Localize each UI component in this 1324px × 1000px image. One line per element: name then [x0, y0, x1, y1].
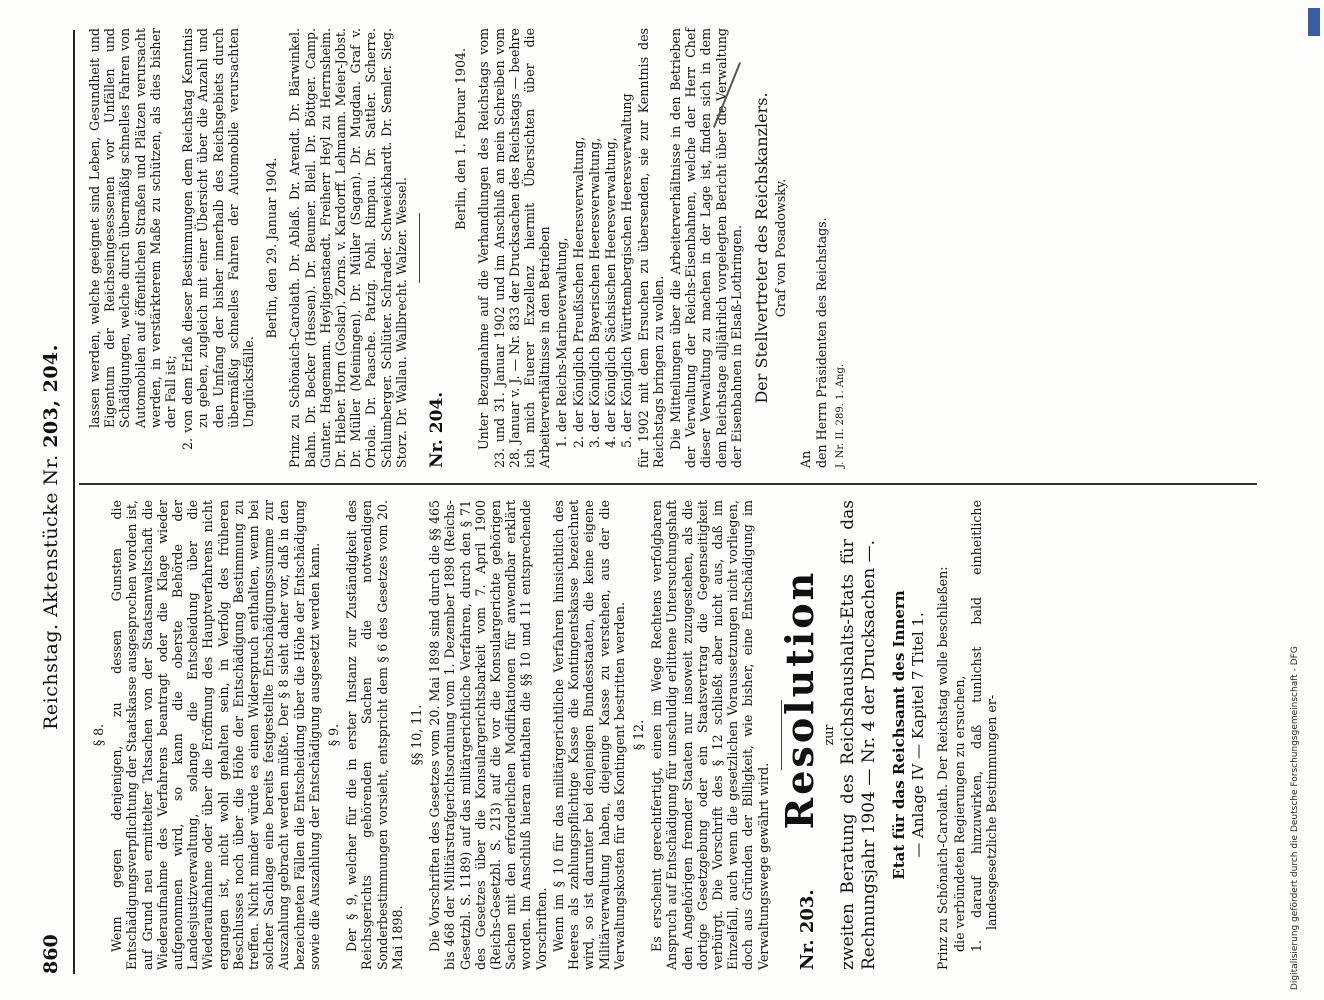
reference-number: J. Nr. II. 289. 1. Ang.: [834, 363, 846, 468]
page-number: 860: [40, 934, 63, 974]
address-an: An: [798, 450, 814, 468]
header-rule: [73, 30, 75, 974]
header-title: Reichstag. Aktenstücke Nr. 203, 204.: [40, 344, 63, 730]
right-column: [87, 28, 850, 468]
section-10-text: Die Vorschriften des Gesetzes vom 20. Mai 1898 sind durch die §§ 465 bis 468 der Militärstrafgerichtsordnung vom 1. Dezember 1898 (Reichs-Gesetzbl. S. 1189) auf das militärgerichtliche Verfahren, durch den § 71 des Gesetzes über die Konsulargerichtsbarkeit vom 7. April 1900 (Reichs-Gesetzbl. S. 213) auf die vor die Konsulargerichte gehörigen Sachen mit den erforderlichen Modifikationen für anwendbar erklärt worden. Im Anschluß hieran enthalten die §§ 10 und 11 entsprechende Vorschriften.: [427, 500, 549, 970]
column-divider: [79, 484, 1257, 486]
section-12-text: Es erscheint gerechtfertigt, einen im Wege Rechtens verfolgbaren Anspruch auf Entschädigung für unschuldig erlittene Untersuchungshaft den Angehörigen fremder Staaten nur insoweit zuzugestehen, als die dortige Gesetzgebung oder ein Staatsvertrag die Gegenseitigkeit verbürgt. Die Vorschrift des § 12 schließt aber nicht aus, daß im Einzelfall, auch wenn die gesetzlichen Voraussetzungen nicht vorliegen, doch aus Gründen der Billigkeit, wie bisher, eine Entschädigung im Verwaltungswege gewährt wird.: [649, 500, 771, 970]
divider: [419, 213, 420, 283]
signature-title: Der Stellvertreter des Reichskanzlers.: [751, 92, 771, 404]
document-page: [27, 0, 1297, 1000]
section-8-title: § 8.: [91, 723, 106, 747]
motion-item-1: 1. darauf hinzuwirken, daß tunlichst bald einheitliche landesgesetzliche Bestimmungen er-: [968, 500, 1000, 952]
admin-list-item-3: 3. der Königlich Bayerischen Heeresverwaltung,: [586, 137, 602, 448]
anlage-line: — Anlage IV — Kapitel 7 Titel 1.: [909, 612, 928, 858]
letter-request: für 1902 mit dem Ersuchen zu übersenden, sie zur Kenntnis des Reichstags bringen zu wollen.: [635, 28, 666, 468]
section-9-text: Der § 9, welcher für die in erster Instanz zur Zuständigkeit des Reichsgerichts gehörenden Sachen die notwendigen Sonderbestimmungen vorsieht, entspricht dem § 6 des Gesetzes vom 20. Mai 1898.: [344, 500, 405, 970]
letter-railway-note: Die Mitteilungen über die Arbeiterverhältnisse in den Betrieben der Verwaltung der Reichs-Eisenbahnen, welche der Herr Chef dieser Verwaltung zu machen in der Lage ist, finden sich in dem dem Reichstage alljährlich vorgelegten Bericht über die Verwaltung der Eisenbahnen in Elsaß-Lothringen.: [667, 28, 744, 468]
motion-item-1-cont: lassen werden, welche geeignet sind Leben, Gesundheit und Eigentum der Reichseingesessenen vor Unfällen und Schädigungen, welche durch übermäßig schnelles Fahren von Automobilen auf öffentlichen Straßen und Plätzen verursacht werden, in verstärkterem Maße zu schützen, als dies bisher der Fall ist;: [87, 28, 179, 428]
date-204: Berlin, den 1. Februar 1904.: [453, 48, 469, 230]
motion-intro: Prinz zu Schönaich-Carolath. Der Reichstag wolle beschließen:: [934, 566, 950, 970]
running-header: [35, 30, 69, 974]
document-203-heading: Nr. 203.Resolution: [776, 569, 822, 970]
resolution-subject: zweiten Beratung des Reichshaushalts-Etats für das Rechnungsjahr 1904 — Nr. 4 der Drucksachen —.: [838, 500, 880, 970]
digitization-note: Digitalisierung gefördert durch die Deutsche Forschungsgemeinschaft - DFG: [1290, 646, 1300, 990]
admin-list-item-5: 5. der Königlich Württembergischen Heeresverwaltung: [619, 93, 635, 448]
addressee: den Herrn Präsidenten des Reichstags.: [813, 217, 829, 468]
header-numbers: 203, 204.: [40, 344, 63, 448]
section-12-title: § 12.: [630, 719, 646, 751]
date-203: Berlin, den 29. Januar 1904.: [264, 157, 280, 339]
admin-list-item-2: 2. der Königlich Preußischen Heeresverwaltung,: [570, 136, 586, 448]
etat-heading: Etat für das Reichsamt des Innern: [890, 590, 909, 880]
signature-name: Graf von Posadowsky.: [773, 178, 789, 318]
zur-label: zur: [820, 724, 836, 746]
section-10-title: §§ 10, 11.: [409, 704, 425, 766]
section-8-text: Wenn gegen denjenigen, zu dessen Gunsten die Entschädigungsverpflichtung der Staatskasse ausgesprochen worden ist, auf Grund neu ermittelter Tatsachen von der Staatsanwaltschaft die Wiederaufnahme des Verfahrens beantragt oder die Klage wieder aufgenommen wird, so kann die oberste Behörde der Landesjustizverwaltung, solange die Entscheidung über die Wiederaufnahme oder über die Eröffnung des Hauptverfahrens nicht ergangen ist, nicht wohl gehalten sein, in Verfolg des früheren Beschlusses noch über die Höhe der Entschädigung Bestimmung zu treffen. Nicht minder würde es einen Widerspruch enthalten, wenn bei solcher Sachlage eine bereits festgestellte Entschädigungssumme zur Auszahlung gebracht werden müßte. Der § 8 sieht daher vor, daß in den bezeichneten Fällen die Entscheidung über die Höhe der Entschädigung sowie die Auszahlung der Entschädigung ausgesetzt werden kann.: [109, 500, 322, 970]
admin-list-item-1: 1. der Reichs-Marineverwaltung,: [554, 237, 570, 448]
dfg-logo-icon: [1308, 8, 1320, 36]
section-10-text-2: Wenn im § 10 für das militärgerichtliche Verfahren hinsichtlich des Heeres als zahlungspflichtige Kasse die Kontingentskasse bezeichnet wird, so ist darunter bei denjenigen Bundesstaaten, die keine eigene Militärverwaltung haben, diejenige Kasse zu verstehen, aus der die Verwaltungskosten für das Kontingent bestritten werden.: [550, 500, 627, 970]
letter-intro: Unter Bezugnahme auf die Verhandlungen des Reichstags vom 23. und 31. Januar 1902 und im Anschluß an mein Schreiben vom 28. Januar v. J. — Nr. 833 der Drucksachen des Reichstags — beehre ich mich Euerer Exzellenz hiermit Übersichten über die Arbeiterverhältnisse in den Betrieben: [476, 28, 553, 468]
left-column: [87, 500, 999, 970]
resolution-title: Resolution: [776, 569, 822, 830]
motion-request: die verbündeten Regierungen zu ersuchen,: [951, 675, 967, 952]
document-204-heading: Nr. 204.: [427, 391, 448, 468]
admin-list-item-4: 4. der Königlich Sächsischen Heeresverwaltung,: [603, 137, 619, 448]
signatories: Prinz zu Schönaich-Carolath. Dr. Ablaß. Dr. Arendt. Dr. Bärwinkel. Bahn. Dr. Becker (Hessen). Dr. Beumer. Bleil. Dr. Böttger. Camp. Gunter. Hagemann. Heyligenstaedt. Freiherr Heyl zu Herrnsheim. Dr. Hieber. Horn (Goslar). Zorns. v. Kardorff. Lehmann. Meier-Jobst. Dr. Müller (Meiningen). Dr. Müller (Sagan). Dr. Mugdan. Graf v. Oriola. Dr. Paasche. Patzig. Pohl. Rimpau. Dr. Sattler. Scherre. Schlumberger. Schlüter. Schrader. Schweickhardt. Dr. Semler. Sieg. Storz. Dr. Wallau. Wallbrecht. Walzer. Wessel.: [287, 28, 409, 468]
motion-item-2: 2. von dem Erlaß dieser Bestimmungen dem Reichstag Kenntnis zu geben, zugleich mit einer Übersicht über die Anzahl und den Umfang der bisher innerhalb des Reichsgebiets durch übermäßig schnelles Fahren der Automobile verursachten Unglücksfälle.: [180, 28, 257, 450]
section-9-title: § 9.: [326, 723, 342, 747]
